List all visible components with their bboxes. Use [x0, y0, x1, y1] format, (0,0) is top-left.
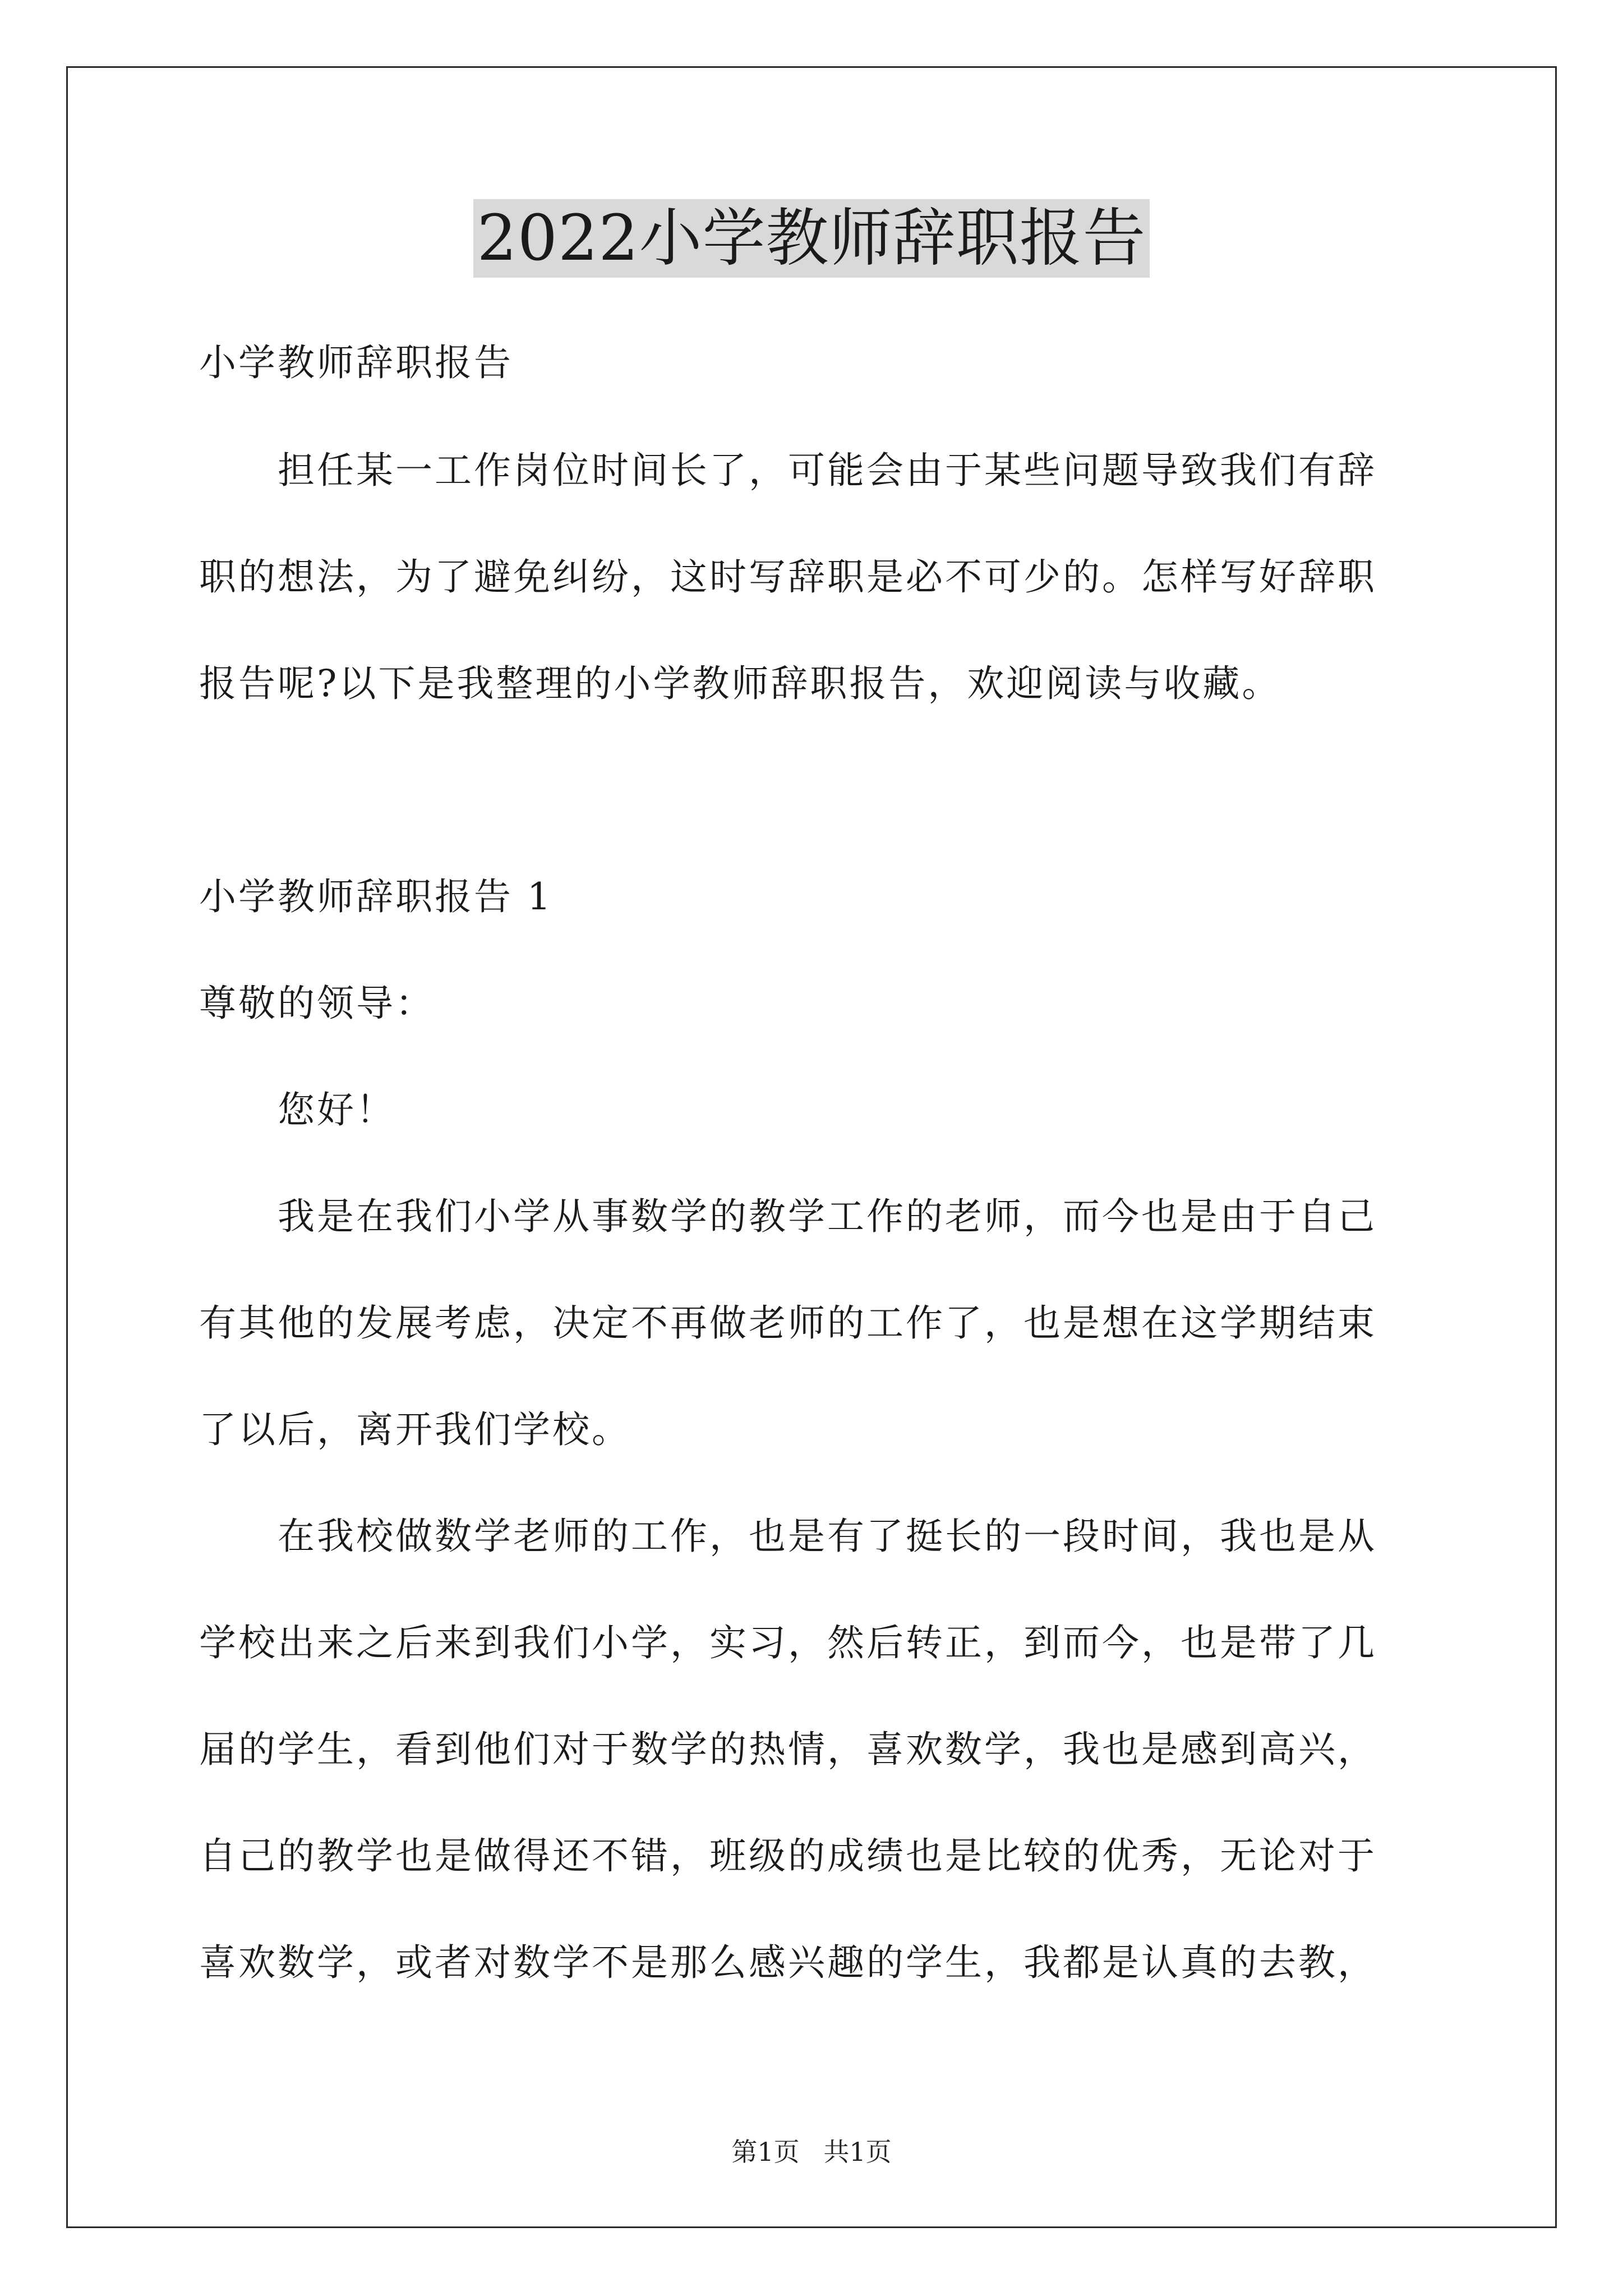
subtitle: 小学教师辞职报告 — [199, 341, 513, 384]
intro-line: 担任某一工作岗位时间长了，可能会由于某些问题导致我们有辞 — [278, 449, 1377, 492]
paragraph-line: 我是在我们小学从事数学的教学工作的老师，而今也是由于自己 — [278, 1195, 1377, 1238]
section-heading: 小学教师辞职报告 1 — [199, 875, 553, 918]
salutation: 尊敬的领导： — [199, 982, 435, 1025]
paragraph-line: 了以后，离开我们学校。 — [199, 1408, 631, 1451]
page-footer — [0, 2136, 1623, 2168]
document-title: 2022小学教师辞职报告 — [473, 199, 1149, 278]
intro-line: 报告呢?以下是我整理的小学教师辞职报告，欢迎阅读与收藏。 — [199, 662, 1281, 705]
paragraph-line: 有其他的发展考虑，决定不再做老师的工作了，也是想在这学期结束 — [199, 1301, 1377, 1345]
paragraph-line: 在我校做数学老师的工作，也是有了挺长的一段时间，我也是从 — [278, 1515, 1377, 1558]
paragraph-line: 学校出来之后来到我们小学，实习，然后转正，到而今，也是带了几 — [199, 1621, 1377, 1664]
document-body — [199, 314, 1433, 1989]
page-number: 第1页 — [731, 2137, 800, 2167]
greeting: 您好！ — [278, 1088, 395, 1131]
title-container — [0, 199, 1623, 278]
paragraph-line: 自己的教学也是做得还不错，班级的成绩也是比较的优秀，无论对于 — [199, 1834, 1377, 1878]
page-total: 共1页 — [823, 2137, 892, 2167]
paragraph-line: 届的学生，看到他们对于数学的热情，喜欢数学，我也是感到高兴， — [199, 1728, 1377, 1771]
paragraph-line: 喜欢数学，或者对数学不是那么感兴趣的学生，我都是认真的去教， — [199, 1941, 1377, 1984]
intro-line: 职的想法，为了避免纠纷，这时写辞职是必不可少的。怎样写好辞职 — [199, 555, 1377, 599]
